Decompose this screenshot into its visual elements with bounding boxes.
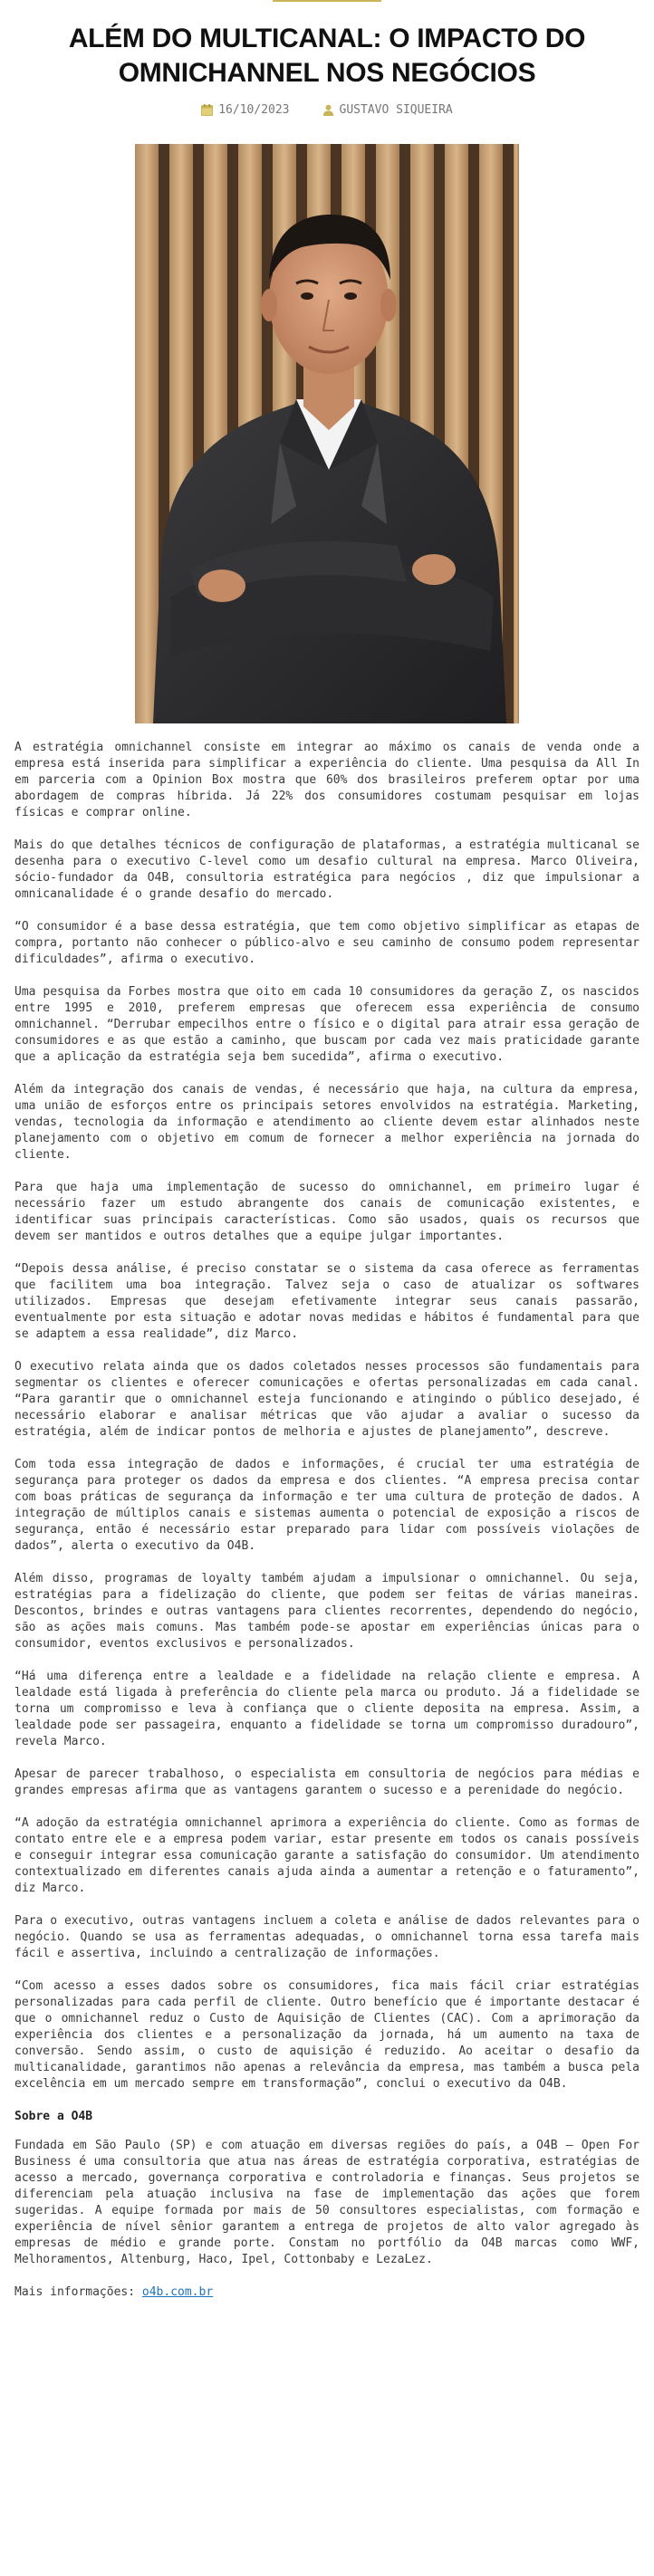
article-paragraph: A estratégia omnichannel consiste em integrar ao máximo os canais de venda onde a empresa está inserida para simplificar a experiência do cliente. Uma pesquisa da All In em parceria com a Opinion Box mostra que 60% dos brasileiros preferem optar por uma abordagem de compras híbrida. Já 22% dos consumidores costumam pesquisar em lojas físicas e comprar online. [14, 741, 640, 819]
article-paragraph: Para o executivo, outras vantagens incluem a coleta e análise de dados relevantes para o negócio. Quando se usa as ferramentas adequadas, o omnichannel torna essa tarefa mais fácil e assertiva, incluindo a centralização de informações. [14, 1914, 640, 1960]
article-paragraph: “A adoção da estratégia omnichannel aprimora a experiência do cliente. Como as formas de contato entre ele e a empresa podem variar, estar presente em todos os canais possíveis e conseguir integrar essa comunicação garante a satisfação do consumidor. Um atendimento contextualizado em diferentes canais ajuda ainda a aumentar a retenção e o faturamento”, diz Marco. [14, 1816, 640, 1895]
article-paragraph: Uma pesquisa da Forbes mostra que oito em cada 10 consumidores da geração Z, os nascidos entre 1995 e 2010, preferem empresas que oferecem essa experiência de consumo omnichannel. “Derrubar empecilhos entre o físico e o digital para atrair essa geração de consumidores e as que estão a caminho, que buscam por cada vez mais praticidade garante que a aplicação da estratégia seja bem sucedida”, afirma o executivo. [14, 985, 640, 1064]
more-info-link[interactable]: o4b.com.br [141, 2285, 214, 2299]
article-paragraph: Com toda essa integração de dados e informações, é crucial ter uma estratégia de segurança para proteger os dados da empresa e dos clientes. “A empresa precisa contar com boas práticas de segurança da informação e ter uma cultura de proteção de dados. A integração de múltiplos canais e sistemas aumenta o potencial de exposição a riscos de segurança, então é necessário estar preparado para lidar com possíveis violações de dados”, alerta o executivo da O4B. [14, 1458, 640, 1553]
article-paragraph: Além da integração dos canais de vendas, é necessário que haja, na cultura da empresa, uma união de esforços entre os principais setores envolvidos na estratégia. Marketing, vendas, tecnologia da informação e atendimento ao cliente devem estar alinhados neste planejamento com o objetivo em comum de fornecer a melhor experiência na jornada do cliente. [14, 1083, 640, 1162]
hero-image-wrap [14, 144, 640, 723]
more-info [14, 2284, 640, 2301]
calendar-icon [201, 104, 213, 116]
article-paragraph: O executivo relata ainda que os dados coletados nesses processos são fundamentais para segmentar os clientes e oferecer comunicações e ofertas personalizadas em cada canal. “Para garantir que o omnichannel esteja funcionando e atingindo o público desejado, é necessário elaborar e analisar métricas que vão ajudar a avaliar o sucesso da estratégia, além de indicar pontos de melhoria e ajustes de planejamento”, descreve. [14, 1360, 640, 1439]
article-paragraph: Mais do que detalhes técnicos de configuração de plataformas, a estratégia multicanal se desenha para o executivo C-level como um desafio cultural na empresa. Marco Oliveira, sócio-fundador da O4B, consultoria estratégica para negócios , diz que impulsionar a omnicanalidade é o grande desafio do mercado. [14, 838, 640, 901]
article-paragraph: “O consumidor é a base dessa estratégia, que tem como objetivo simplificar as etapas de compra, portanto não conhecer o público-alvo e seu caminho de consumo podem representar dificuldades”, afirma o executivo. [14, 920, 640, 966]
post-date [201, 103, 289, 117]
article-paragraph: Para que haja uma implementação de sucesso do omnichannel, em primeiro lugar é necessário fazer um estudo abrangente dos canais de comunicação existentes, e identificar suas principais características. Como são usados, quais os recursos que devem ser mantidos e outros detalhes que a equipe julgar importantes. [14, 1181, 640, 1243]
post-author-name: GUSTAVO SIQUEIRA [339, 103, 453, 117]
about-heading: Sobre a O4B [14, 2110, 93, 2123]
post-date-text: 16/10/2023 [218, 103, 290, 117]
article-body [14, 740, 640, 2301]
article-paragraph: “Com acesso a esses dados sobre os consumidores, fica mais fácil criar estratégias personalizadas para cada perfil de cliente. Outro benefício que é importante destacar é que o omnichannel reduz o Custo de Aquisição de Clientes (CAC). Com a aprimoração da experiência dos clientes e a personalização da jornada, há um aumento na taxa de conversão. Sendo assim, o custo de aquisição é reduzido. Ao aceitar o desafio da multicanalidade, garantimos não apenas a relevância da empresa, mas também a busca pela excelência em um mercado sempre em transformação”, conclui o executivo da O4B. [14, 1979, 640, 2091]
post-author[interactable] [322, 103, 453, 117]
user-icon [322, 104, 334, 116]
post-meta [14, 103, 640, 117]
page-title: ALÉM DO MULTICANAL: O IMPACTO DO OMNICHANNEL NOS NEGÓCIOS [68, 24, 586, 88]
hero-portrait-image [135, 144, 519, 723]
article-paragraph: Além disso, programas de loyalty também ajudam a impulsionar o omnichannel. Ou seja, estratégias para a fidelização do cliente, que podem ser feitas de várias maneiras. Descontos, brindes e outras vantagens para clientes recorrentes, dependendo do negócio, são as ações mais comuns. Mas também pode-se apostar em experiências únicas para o consumidor, eventos exclusivos e personalizados. [14, 1572, 640, 1651]
article-paragraph: “Há uma diferença entre a lealdade e a fidelidade na relação cliente e empresa. A lealdade está ligada à preferência do cliente pela marca ou produto. Já a fidelidade se torna um compromisso e leva à confiança que o cliente deposita na empresa. Assim, a lealdade pode ser passageira, enquanto a fidelidade se torna um compromisso duradouro”, revela Marco. [14, 1670, 640, 1748]
about-paragraph: Fundada em São Paulo (SP) e com atuação em diversas regiões do país, a O4B – Open For Business é uma consultoria que atua nas áreas de estratégia corporativa, estratégias de acesso a mercado, governança corporativa e controladoria e finanças. Seus projetos se diferenciam pela atuação inclusiva na fase de implementação das ações que forem sugeridas. A equipe formada por mais de 50 consultores especialistas, com formação e experiência de nível sênior garantem a entrega de projetos de alto valor agregado às empresas de médio e grande porte. Constam no portfólio da O4B marcas como WWF, Melhoramentos, Altenburg, Haco, Ipel, Cottonbaby e LezaLez. [14, 2139, 640, 2266]
more-info-label: Mais informações: [14, 2285, 142, 2299]
article [14, 2, 640, 2301]
article-paragraph: Apesar de parecer trabalhoso, o especialista em consultoria de negócios para médias e grandes empresas afirma que as vantagens garantem o sucesso e a perenidade do negócio. [14, 1767, 640, 1797]
article-paragraph: “Depois dessa análise, é preciso constatar se o sistema da casa oferece as ferramentas que facilitem uma boa integração. Talvez seja o caso de atualizar os softwares utilizados. Empresas que desejam efetivamente integrar seus canais passarão, eventualmente por esta situação e adotar novas medidas e hábitos é fundamental para que se adaptem a essa realidade”, diz Marco. [14, 1262, 640, 1341]
